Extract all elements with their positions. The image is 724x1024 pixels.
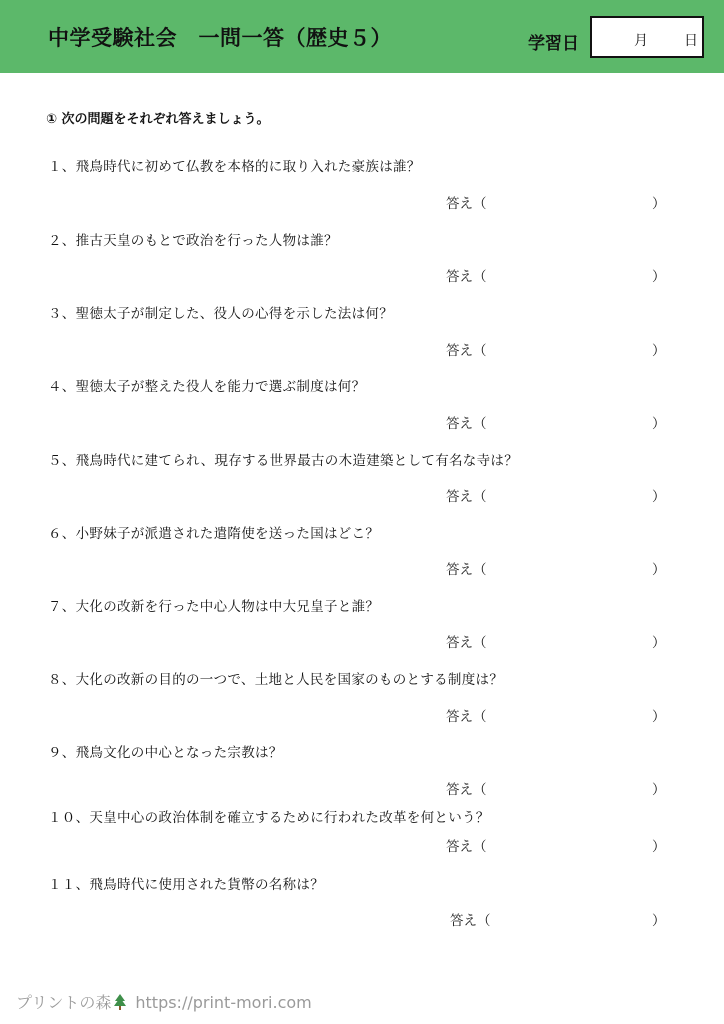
answer-close-5: ） bbox=[652, 489, 666, 505]
question-10: １０、天皇中心の政治体制を確立するために行われた改革を何という？ bbox=[48, 810, 490, 826]
answer-label-9: 答え（ bbox=[446, 782, 487, 798]
question-3: ３、聖徳太子が制定した、役人の心得を示した法は何？ bbox=[48, 306, 393, 322]
page-title: 中学受験社会 一問一答（歴史５） bbox=[48, 26, 392, 50]
month-label: 月 bbox=[634, 33, 648, 49]
answer-close-7: ） bbox=[652, 635, 666, 651]
answer-label-5: 答え（ bbox=[446, 489, 487, 505]
instruction-text: ① 次の問題をそれぞれ答えましょう。 bbox=[46, 112, 270, 127]
question-9: ９、飛鳥文化の中心となった宗教は？ bbox=[48, 745, 283, 761]
answer-label-2: 答え（ bbox=[446, 269, 487, 285]
question-7: ７、大化の改新を行った中心人物は中大兄皇子と誰？ bbox=[48, 599, 380, 615]
site-url[interactable]: https://print-mori.com bbox=[135, 993, 312, 1012]
answer-label-6: 答え（ bbox=[446, 562, 487, 578]
answer-label-1: 答え（ bbox=[446, 196, 487, 212]
question-4: ４、聖徳太子が整えた役人を能力で選ぶ制度は何？ bbox=[48, 379, 366, 395]
answer-label-11: 答え（ bbox=[450, 913, 491, 929]
question-2: ２、推古天皇のもとで政治を行った人物は誰？ bbox=[48, 233, 338, 249]
question-5: ５、飛鳥時代に建てられ、現存する世界最古の木造建築として有名な寺は？ bbox=[48, 453, 519, 469]
answer-label-7: 答え（ bbox=[446, 635, 487, 651]
answer-close-11: ） bbox=[652, 913, 666, 929]
answer-close-9: ） bbox=[652, 782, 666, 798]
question-11: １１、飛鳥時代に使用された貨幣の名称は？ bbox=[48, 877, 324, 893]
answer-close-6: ） bbox=[652, 562, 666, 578]
study-date-label: 学習日 bbox=[528, 34, 579, 54]
brand-name: プリントの森 bbox=[16, 993, 112, 1012]
answer-close-2: ） bbox=[652, 269, 666, 285]
footer bbox=[16, 990, 312, 1013]
question-6: ６、小野妹子が派遣された遣隋使を送った国はどこ？ bbox=[48, 526, 380, 542]
answer-label-3: 答え（ bbox=[446, 343, 487, 359]
answer-label-8: 答え（ bbox=[446, 709, 487, 725]
answer-close-10: ） bbox=[652, 839, 666, 855]
question-8: ８、大化の改新の目的の一つで、土地と人民を国家のものとする制度は？ bbox=[48, 672, 504, 688]
study-date-field[interactable] bbox=[590, 16, 704, 58]
answer-label-10: 答え（ bbox=[446, 839, 487, 855]
question-1: １、飛鳥時代に初めて仏教を本格的に取り入れた豪族は誰？ bbox=[48, 159, 421, 175]
answer-close-8: ） bbox=[652, 709, 666, 725]
header-bar bbox=[0, 0, 724, 73]
answer-close-3: ） bbox=[652, 343, 666, 359]
answer-close-4: ） bbox=[652, 416, 666, 432]
answer-close-1: ） bbox=[652, 196, 666, 212]
day-label: 日 bbox=[684, 33, 698, 49]
answer-label-4: 答え（ bbox=[446, 416, 487, 432]
tree-icon bbox=[113, 994, 127, 1010]
